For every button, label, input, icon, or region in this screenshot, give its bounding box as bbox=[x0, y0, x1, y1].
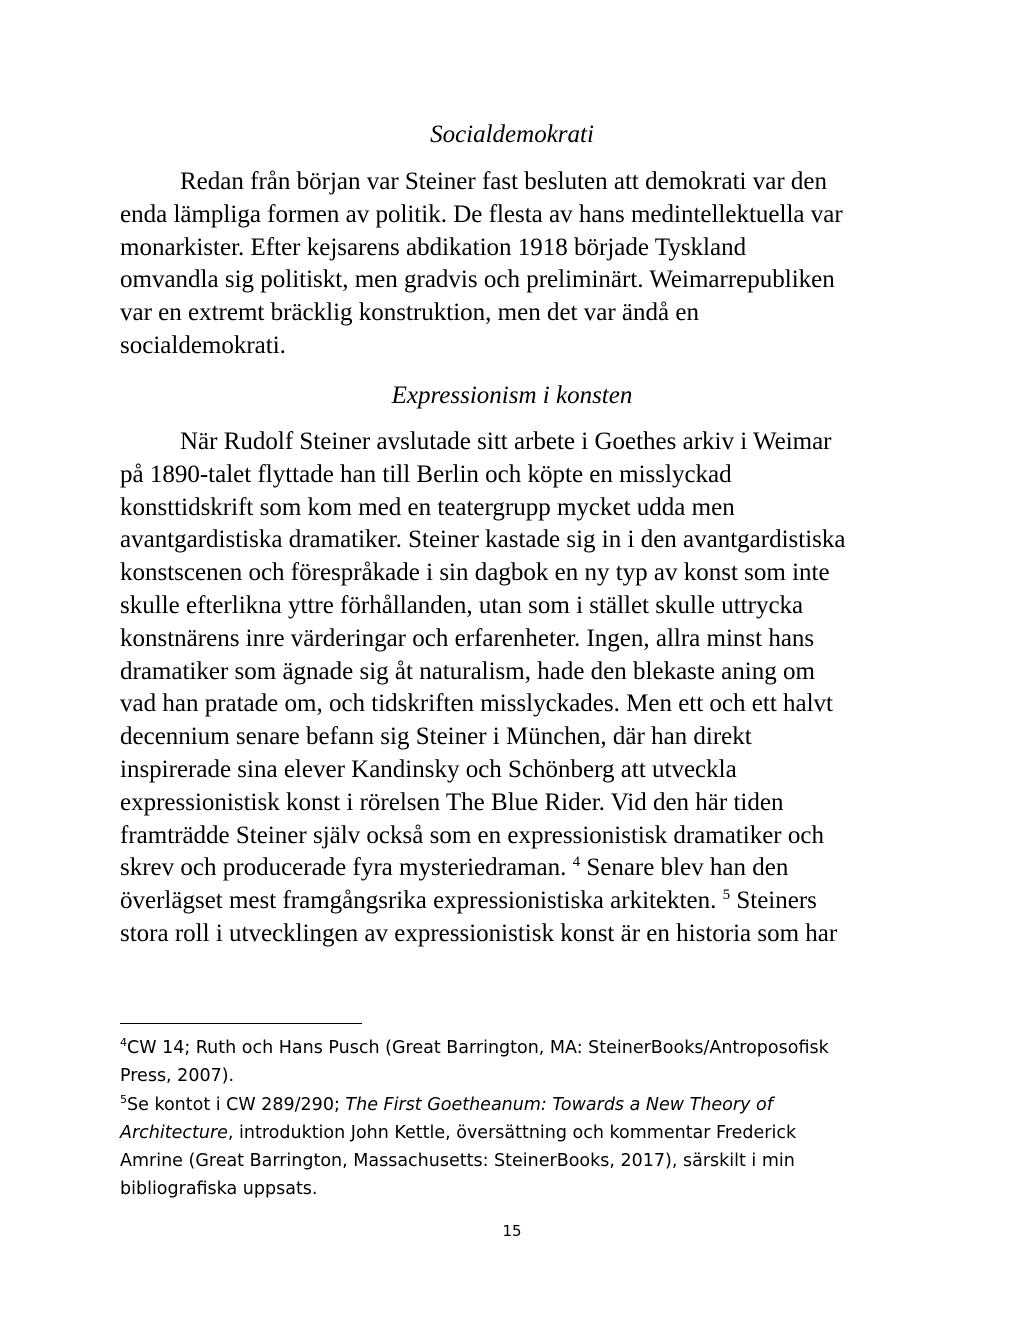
paragraph-line: monarkister. Efter kejsarens abdikation 1918 började Tyskland bbox=[120, 233, 747, 261]
paragraph-line: socialdemokrati. bbox=[120, 331, 286, 359]
line-text: Steiners bbox=[730, 887, 817, 915]
paragraph-line: enda lämpliga formen av politik. De flesta av hans medintellektuella var bbox=[120, 200, 843, 228]
footnote-reference-4[interactable]: 4 bbox=[572, 854, 581, 871]
footnote-line: Amrine (Great Barrington, Massachusetts: SteinerBooks, 2017), särskilt i min bbox=[120, 1151, 795, 1172]
footnote-number: 4 bbox=[120, 1036, 127, 1049]
paragraph-line: var en extremt bräcklig konstruktion, men det var ändå en bbox=[120, 299, 699, 327]
section-heading-expressionism: Expressionism i konsten bbox=[391, 382, 633, 409]
paragraph-line: på 1890-talet flyttade han till Berlin och köpte en misslyckad bbox=[120, 460, 732, 488]
section-heading-socialdemokrati: Socialdemokrati bbox=[430, 121, 594, 148]
paragraph-line: dramatiker som ägnade sig åt naturalism, hade den blekaste aning om bbox=[120, 657, 815, 685]
footnote-text: Se kontot i CW 289/290; bbox=[127, 1094, 346, 1115]
line-text: Senare blev han den bbox=[580, 854, 789, 882]
footnote-line: Press, 2007). bbox=[120, 1066, 235, 1087]
paragraph-line: När Rudolf Steiner avslutade sitt arbete i Goethes arkiv i Weimar bbox=[180, 428, 832, 455]
footnote-5 bbox=[120, 1091, 920, 1119]
page-number: 15 bbox=[502, 1222, 522, 1240]
footnote-reference-5[interactable]: 5 bbox=[722, 887, 731, 904]
paragraph-socialdemokrati bbox=[120, 166, 920, 363]
paragraph-line: avantgardistiska dramatiker. Steiner kastade sig in i den avantgardistiska bbox=[120, 526, 846, 554]
paragraph-line bbox=[120, 852, 920, 885]
paragraph-expressionism bbox=[120, 426, 920, 951]
paragraph-line: vad han pratade om, och tidskriften misslyckades. Men ett och ett halvt bbox=[120, 690, 834, 718]
footnotes bbox=[120, 1034, 920, 1204]
footnote-line bbox=[120, 1119, 920, 1147]
footnote-text: CW 14; Ruth och Hans Pusch (Great Barrington, MA: SteinerBooks/Antroposofisk bbox=[127, 1038, 829, 1058]
paragraph-line: framträdde Steiner själv också som en expressionistisk dramatiker och bbox=[120, 821, 824, 849]
paragraph-line: decennium senare befann sig Steiner i München, där han direkt bbox=[120, 723, 752, 751]
paragraph-line bbox=[120, 885, 920, 918]
footnote-text: , introduktion John Kettle, översättning och kommentar Frederick bbox=[227, 1122, 797, 1143]
paragraph-line: konstscenen och förespråkade i sin dagbok en ny typ av konst som inte bbox=[120, 559, 830, 587]
paragraph-line: konstnärens inre värderingar och erfarenheter. Ingen, allra minst hans bbox=[120, 624, 815, 652]
paragraph-line: inspirerade sina elever Kandinsky och Schönberg att utveckla bbox=[120, 755, 737, 783]
footnote-title: The First Goetheanum: Towards a New Theory of bbox=[345, 1094, 773, 1115]
footnote-number: 5 bbox=[120, 1092, 127, 1106]
paragraph-line: expressionistisk konst i rörelsen The Blue Rider. Vid den här tiden bbox=[120, 788, 784, 816]
paragraph-line: konsttidskrift som kom med en teatergrupp mycket udda men bbox=[120, 493, 735, 521]
footnote-title: Architecture bbox=[120, 1122, 228, 1143]
paragraph-line: skulle efterlikna yttre förhållanden, utan som i stället skulle uttrycka bbox=[120, 591, 804, 619]
footnote-line: bibliografiska uppsats. bbox=[120, 1179, 318, 1200]
paragraph-line: stora roll i utvecklingen av expressionistisk konst är en historia som har bbox=[120, 919, 838, 947]
paragraph-line: omvandla sig politiskt, men gradvis och preliminärt. Weimarrepubliken bbox=[120, 266, 835, 294]
footnote-separator bbox=[120, 1023, 362, 1024]
line-text: överlägset mest framgångsrika expressionistiska arkitekten. bbox=[120, 887, 723, 915]
line-text: skrev och producerade fyra mysteriedraman. bbox=[120, 854, 573, 882]
footnote-4 bbox=[120, 1034, 920, 1062]
paragraph-line: Redan från början var Steiner fast besluten att demokrati var den bbox=[180, 168, 827, 195]
